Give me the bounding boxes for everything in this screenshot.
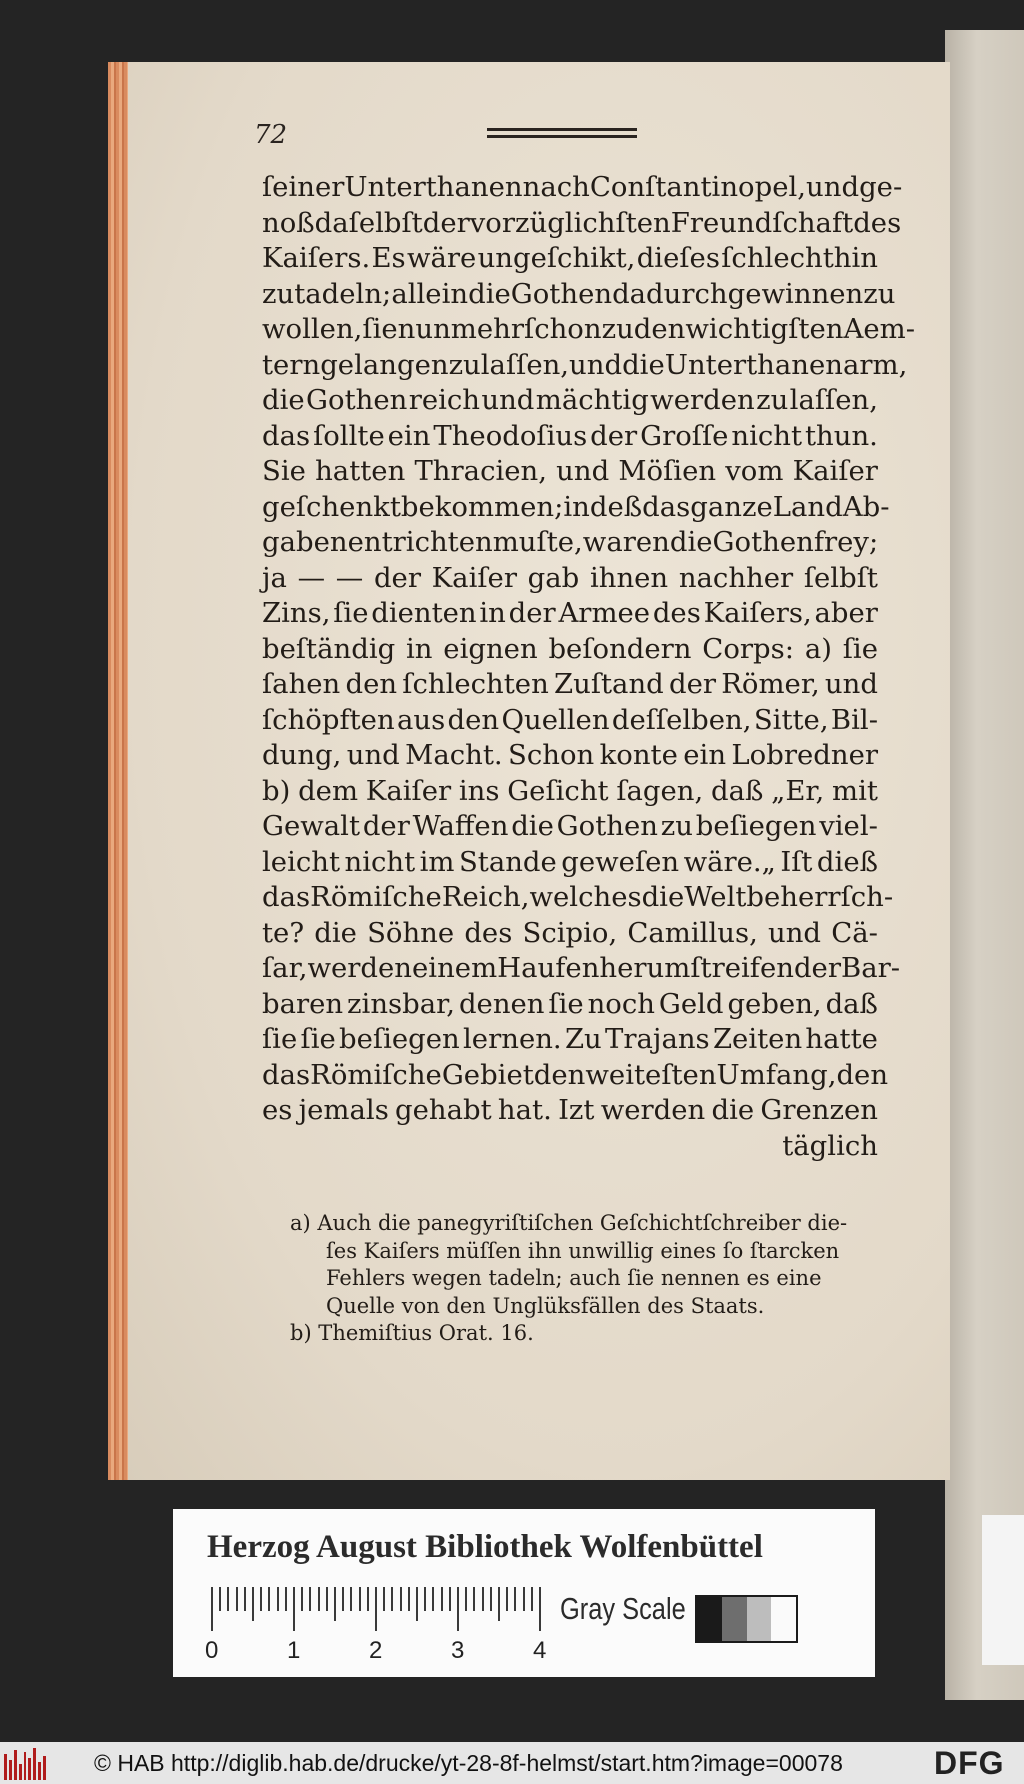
ruler-number: 0: [205, 1637, 219, 1664]
footnotes: [290, 1210, 878, 1348]
ruler-tick: [219, 1587, 221, 1611]
gray-swatch: [747, 1597, 772, 1641]
footnote-line: Quelle von den Unglüksfällen des Staats.: [326, 1293, 765, 1318]
gray-swatch: [771, 1597, 796, 1641]
ruler-tick: [424, 1587, 426, 1611]
adjacent-label-card: [982, 1515, 1024, 1665]
text-line: das Römiſche Gebiet den weiteſten Umfang, den: [262, 1058, 889, 1091]
gray-swatch: [722, 1597, 747, 1641]
ruler-tick: [244, 1587, 246, 1611]
gray-swatch: [697, 1597, 722, 1641]
text-line: ſar, werden einem Haufen herumſtreifender Bar-: [262, 952, 901, 984]
text-line: zu tadeln; allein die Gothen dadurch gewinnen zu: [262, 277, 896, 310]
footer-source-link[interactable]: © HAB http://diglib.hab.de/drucke/yt-28-8f-helmst/start.htm?image=00078: [94, 1750, 843, 1776]
text-line: dung, und Macht. Schon konte ein Lobredner: [262, 739, 878, 771]
text-line: ſie ſie beſiegen lernen. Zu Trajans Zeiten hatte: [262, 1023, 878, 1055]
gray-scale-swatch: [695, 1595, 798, 1643]
text-line: gaben entrichten muſte, waren die Gothen frey;: [262, 526, 879, 558]
adjacent-page: [945, 30, 1024, 1700]
text-line: Kaiſers. Es wäre ungeſchikt, dieſes ſchlechthin: [262, 242, 878, 274]
ruler-number: 3: [451, 1637, 465, 1664]
text-line: es jemals gehabt hat. Izt werden die Grenzen: [262, 1094, 878, 1126]
ruler-tick: [391, 1587, 393, 1611]
ruler-tick: [367, 1587, 369, 1611]
text-line: Zins, ſie dienten in der Armee des Kaiſers, aber: [262, 597, 878, 629]
text-line: Sie hatten Thracien, und Möſien vom Kaiſer: [262, 455, 878, 487]
ruler-number: 1: [287, 1637, 301, 1664]
ruler-tick: [301, 1587, 303, 1611]
footer-bar: [0, 1742, 1024, 1784]
ruler-tick: [277, 1587, 279, 1611]
text-line: die Gothen reich und mächtig werden zu laſſen,: [262, 384, 878, 416]
ruler-tick: [531, 1587, 533, 1611]
text-line: leicht nicht im Stande geweſen wäre.„ Iſt dieß: [262, 845, 878, 878]
library-label-card: [173, 1509, 875, 1677]
ruler-tick: [498, 1587, 500, 1621]
text-line: geſchenkt bekommen; indeß das ganze Land Ab-: [262, 490, 890, 523]
ruler-tick: [260, 1587, 262, 1611]
catchword: täglich: [782, 1129, 878, 1162]
ruler-tick: [293, 1587, 295, 1631]
ruler-tick: [318, 1587, 320, 1611]
hab-logo-icon: [4, 1746, 46, 1780]
ruler-tick: [408, 1587, 410, 1611]
text-line: ja — — der Kaiſer gab ihnen nachher ſelbſt: [262, 561, 878, 594]
ruler-tick: [400, 1587, 402, 1611]
text-line: Gewalt der Waffen die Gothen zu beſiegen viel-: [262, 810, 878, 842]
ruler-tick: [523, 1587, 525, 1611]
text-line: das Römiſche Reich, welches die Welt beherrſch-: [262, 881, 894, 913]
ruler-scale: [211, 1587, 541, 1631]
ruler-tick: [482, 1587, 484, 1611]
ruler-tick: [506, 1587, 508, 1611]
text-line: baren zinsbar, denen ſie noch Geld geben, daß: [262, 987, 878, 1020]
footnote-line: ſes Kaiſers müſſen ihn unwillig eines ſo ſtarcken: [326, 1238, 840, 1263]
ruler-tick: [457, 1587, 459, 1631]
page-body-text: [262, 170, 916, 1164]
ruler-number: 4: [533, 1637, 547, 1664]
ruler-tick: [342, 1587, 344, 1611]
ruler-tick: [359, 1587, 361, 1611]
ruler-tick: [416, 1587, 418, 1621]
text-line: b) dem Kaiſer ins Geſicht ſagen, daß „Er, mit: [262, 774, 878, 807]
ruler-tick: [326, 1587, 328, 1611]
dfg-logo: DFG: [934, 1745, 1005, 1781]
ruler-tick: [432, 1587, 434, 1611]
ruler-tick: [375, 1587, 377, 1631]
ruler-tick: [268, 1587, 270, 1611]
text-line: wollen, ſie nunmehr ſchon zu den wichtigſten Aem-: [262, 313, 916, 345]
text-line: das ſollte ein Theodoſius der Groſſe nicht thun.: [262, 419, 878, 452]
ruler-tick: [465, 1587, 467, 1611]
ruler-tick: [236, 1587, 238, 1611]
ruler-tick: [383, 1587, 385, 1611]
text-line: ſeiner Unterthanen nach Conſtantinopel, und ge-: [262, 171, 903, 203]
ruler-tick: [334, 1587, 336, 1621]
text-line: beſtändig in eignen beſondern Corps: a) ſie: [262, 632, 878, 665]
footnote-line: b) Themiſtius Orat. 16.: [290, 1321, 534, 1345]
ruler-tick: [227, 1587, 229, 1611]
gray-scale-label: Gray Scale: [560, 1591, 686, 1626]
ruler-tick: [309, 1587, 311, 1611]
page-number: 72: [254, 120, 288, 150]
text-line: noß daſelbſt der vorzüglichſten Freundſchaft des: [262, 206, 902, 239]
footnote-line: Fehlers wegen tadeln; auch ſie nennen es eine: [326, 1266, 822, 1290]
ruler-tick: [211, 1587, 213, 1631]
ruler-tick: [473, 1587, 475, 1611]
footnote-line: a) Auch die panegyriſtiſchen Geſchichtſchreiber die-: [290, 1211, 848, 1235]
ruler-tick: [350, 1587, 352, 1611]
text-line: te? die Söhne des Scipio, Camillus, und Cä-: [262, 916, 878, 949]
ruler-tick: [252, 1587, 254, 1621]
ruler-tick: [285, 1587, 287, 1611]
ruler-tick: [514, 1587, 516, 1611]
header-rule: [487, 128, 637, 138]
text-line: ſahen den ſchlechten Zuſtand der Römer, und: [262, 668, 878, 700]
text-line: tern gelangen zu laſſen, und die Unterthanen arm,: [262, 348, 908, 381]
ruler-tick: [441, 1587, 443, 1611]
ruler-tick: [539, 1587, 541, 1631]
ruler-number: 2: [369, 1637, 383, 1664]
text-line: ſchöpften aus den Quellen deſſelben, Sitte, Bil-: [262, 703, 878, 736]
ruler-tick: [449, 1587, 451, 1611]
library-name: Herzog August Bibliothek Wolfenbüttel: [207, 1529, 763, 1565]
ruler-tick: [490, 1587, 492, 1611]
